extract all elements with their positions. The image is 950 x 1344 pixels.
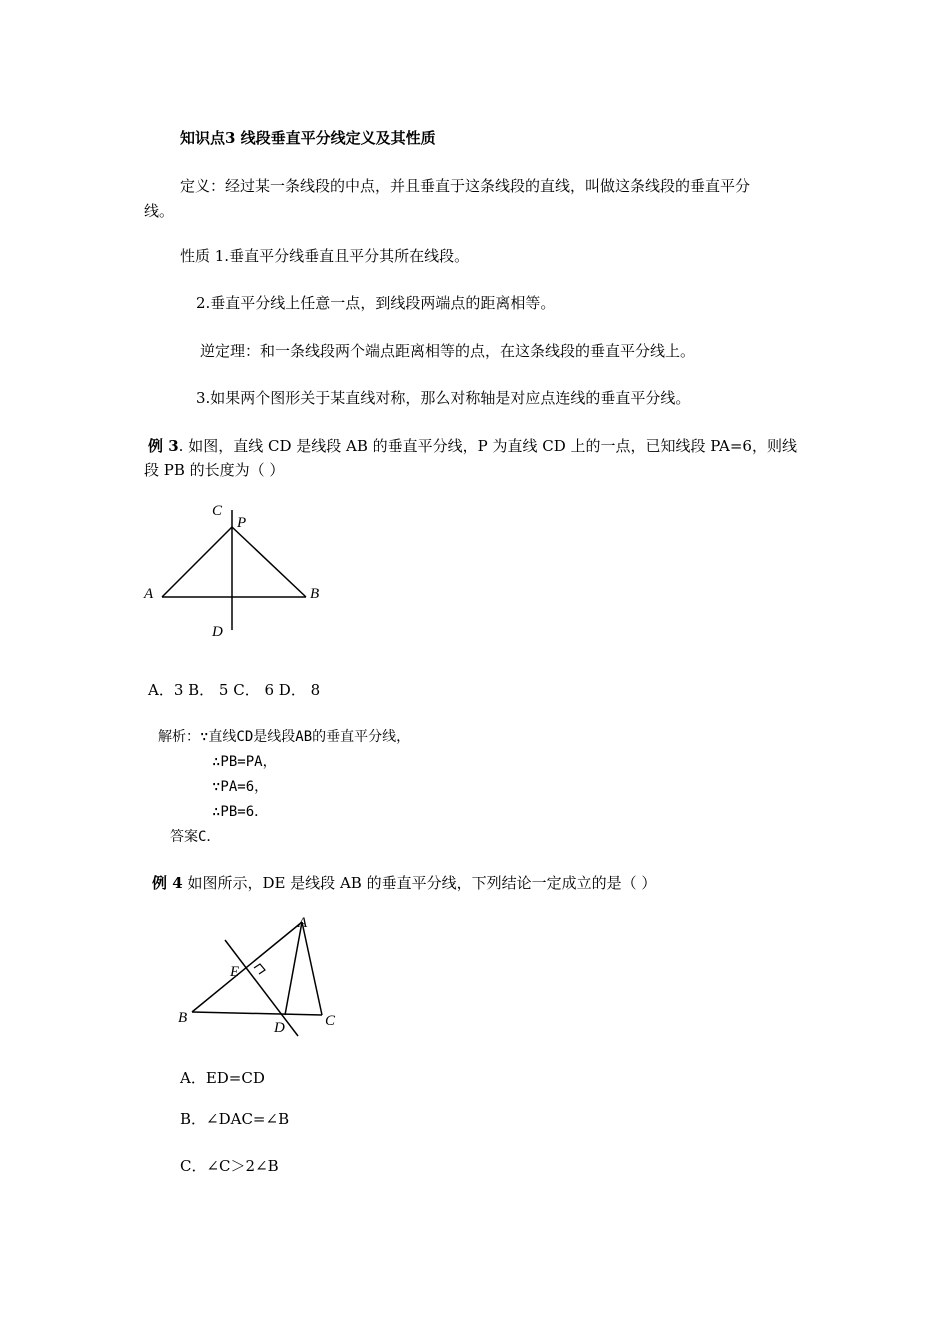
property-2: 2.垂直平分线上任意一点，到线段两端点的距离相等。 — [196, 294, 556, 312]
example4-question-text: 如图所示，DE 是线段 AB 的垂直平分线，下列结论一定成立的是（ ） — [182, 874, 657, 892]
definition-line-2: 线。 — [144, 202, 175, 220]
converse-theorem: 逆定理：和一条线段两个端点距离相等的点，在这条线段的垂直平分线上。 — [200, 342, 696, 360]
example4-label: 例 4 — [152, 874, 183, 892]
right-angle-mark — [254, 964, 265, 974]
label-d: D — [212, 624, 223, 640]
definition-line-1: 定义：经过某一条线段的中点，并且垂直于这条线段的直线，叫做这条线段的垂直平分 — [180, 177, 751, 195]
section-heading: 知识点3 线段垂直平分线定义及其性质 — [180, 129, 436, 147]
property-1: 性质 1.垂直平分线垂直且平分其所在线段。 — [180, 247, 470, 265]
property-3: 3.如果两个图形关于某直线对称，那么对称轴是对应点连线的垂直平分线。 — [196, 389, 691, 407]
example4-question — [152, 873, 656, 893]
example3-label: 例 3 — [148, 437, 179, 455]
segment-pb — [232, 527, 306, 597]
example3-question-line-1 — [148, 436, 797, 456]
example3-question-line-2: 段 PB 的长度为（ ） — [144, 461, 285, 479]
label-a: A — [144, 586, 154, 602]
label-c: C — [325, 1013, 336, 1029]
example3-question-text: . 如图，直线 CD 是线段 AB 的垂直平分线，P 为直线 CD 上的一点，已知线段 PA=6，则线 — [178, 437, 797, 455]
label-p: P — [237, 515, 247, 531]
segment-ab — [192, 922, 302, 1012]
example4-option-a: A．ED=CD — [180, 1069, 265, 1087]
segment-pa — [162, 527, 232, 597]
example4-option-b: B．∠DAC=∠B — [180, 1110, 290, 1128]
example3-options: A．3 B． 5 C． 6 D． 8 — [148, 681, 321, 699]
label-d: D — [274, 1020, 285, 1036]
example4-option-c: C．∠C＞2∠B — [180, 1157, 279, 1175]
label-a: A — [298, 915, 308, 931]
solution-line-2: ∴PB=PA， — [212, 754, 277, 770]
example4-figure — [170, 912, 350, 1042]
solution-line-4: ∴PB=6． — [212, 804, 269, 820]
solution-line-3: ∵PA=6， — [212, 779, 269, 795]
label-b: B — [178, 1010, 188, 1026]
label-e: E — [230, 964, 240, 980]
label-b: B — [310, 586, 320, 602]
example3-figure — [130, 495, 340, 645]
segment-ad — [285, 922, 302, 1015]
segment-ac — [302, 922, 322, 1015]
solution-answer: 答案C． — [170, 829, 221, 845]
segment-bc — [192, 1012, 322, 1015]
label-c: C — [212, 503, 223, 519]
solution-line-1: 解析：∵直线CD是线段AB的垂直平分线， — [158, 729, 411, 745]
